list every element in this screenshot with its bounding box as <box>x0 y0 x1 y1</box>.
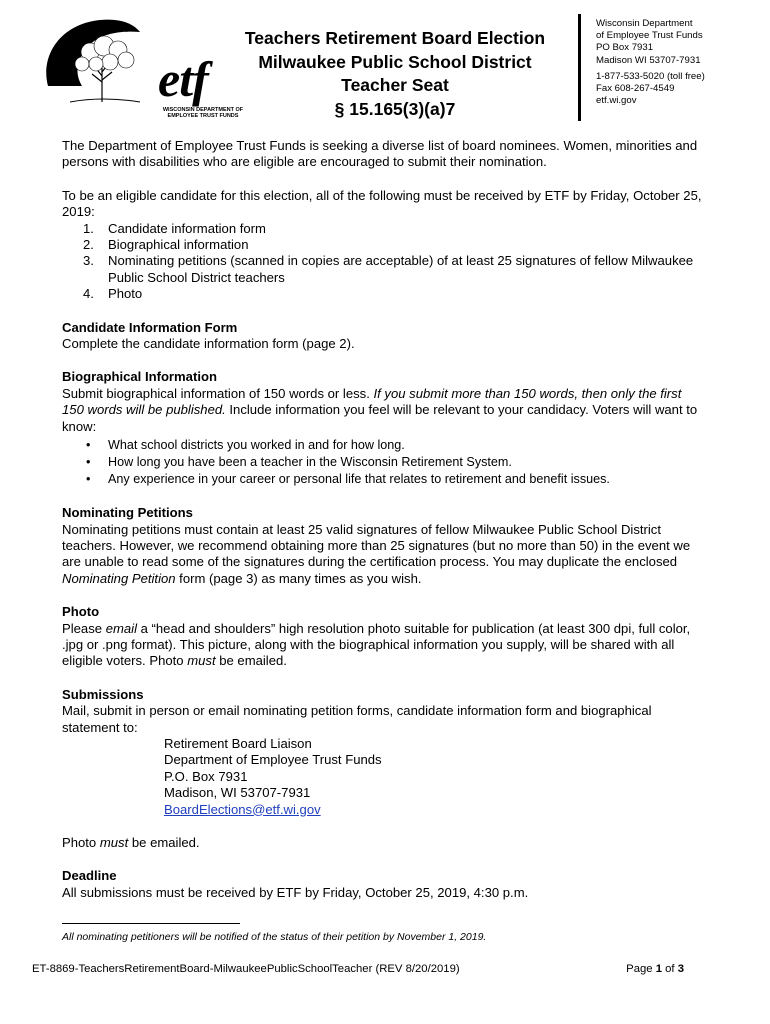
bio-heading: Biographical Information <box>62 369 217 385</box>
contact-line-3: PO Box 7931 <box>596 42 654 54</box>
bio-text: Submit biographical information of 150 words or less. If you submit more than 150 words, then only the first 150 words will be published. Include information you feel will be relevant to your candidacy. Voters will want to know: <box>62 385 698 434</box>
contact-phone: 1-877-533-5020 (toll free) <box>596 70 705 82</box>
list-item: 1. Candidate information form <box>83 220 266 236</box>
document-title <box>215 27 575 121</box>
title-line-4: § 15.165(3)(a)7 <box>334 98 456 119</box>
submissions-text: Mail, submit in person or email nominating petition forms, candidate information form and biographical statement to: <box>62 703 652 735</box>
submissions-heading: Submissions <box>62 686 144 702</box>
photo-email-note: Photo must be emailed. <box>62 835 200 850</box>
list-item: • What school districts you worked in and for how long. <box>86 438 405 453</box>
logo-subtitle: WISCONSIN DEPARTMENT OF EMPLOYEE TRUST FUNDS <box>162 107 244 119</box>
photo-heading: Photo <box>62 604 100 620</box>
logo-wordmark: etf <box>158 51 208 107</box>
mailing-address <box>62 736 702 818</box>
intro-paragraph: The Department of Employee Trust Funds is seeking a diverse list of board nominees. Women, minorities and persons with disabilities who are eligible are encouraged to submit their nomination. <box>62 138 698 170</box>
list-item: 3. Nominating petitions (scanned in copies are acceptable) of at least 25 signatures of fellow Milwaukee Public School District teachers <box>83 253 694 285</box>
eligibility-paragraph: To be an eligible candidate for this election, all of the following must be received by ETF by Friday, October 25, 2019: <box>62 187 702 220</box>
title-line-1: Teachers Retirement Board Election <box>244 28 546 48</box>
petitions-text: Nominating petitions must contain at least 25 valid signatures of fellow Milwaukee Public School District teachers. However, we recommend obtaining more than 25 signatures (but no more than 50) in the event we are unable to read some of the signatures during the certification process. You may duplicate the enclosed Nominating Petition form (page 3) as many times as you wish. <box>62 521 691 586</box>
address-line-4: Madison, WI 53707-7931 <box>164 785 311 801</box>
document-body <box>62 138 702 901</box>
email-link[interactable]: BoardElections@etf.wi.gov <box>164 801 321 817</box>
bio-bullet-list <box>62 437 702 488</box>
contact-block <box>596 18 766 107</box>
contact-website[interactable]: etf.wi.gov <box>596 95 637 107</box>
title-line-2: Milwaukee Public School District <box>258 51 532 72</box>
address-line-1: Retirement Board Liaison <box>164 735 312 751</box>
etf-logo <box>40 16 244 119</box>
petitions-heading: Nominating Petitions <box>62 505 193 521</box>
list-item: • How long you have been a teacher in the Wisconsin Retirement System. <box>86 455 512 470</box>
eligibility-list <box>62 221 702 303</box>
footnote: All nominating petitioners will be notified of the status of their petition by November 1, 2019. <box>62 931 487 943</box>
tree-icon <box>40 16 160 108</box>
contact-line-4: Madison WI 53707-7931 <box>596 54 701 66</box>
address-line-2: Department of Employee Trust Funds <box>164 752 382 768</box>
deadline-text: All submissions must be received by ETF by Friday, October 25, 2019, 4:30 p.m. <box>62 884 529 900</box>
photo-text: Please email a “head and shoulders” high resolution photo suitable for publication (at least 300 dpi, full color, .jpg or .png format). This picture, along with the biographical information you supply, will be shared with all eligible voters. Photo must be emailed. <box>62 620 691 669</box>
list-item: 4. Photo <box>83 286 143 302</box>
candidate-form-text: Complete the candidate information form (page 2). <box>62 336 355 352</box>
contact-fax: Fax 608-267-4549 <box>596 83 675 95</box>
page-number: Page 1 of 3 <box>626 963 684 975</box>
list-item: • Any experience in your career or personal life that relates to retirement and benefit issues. <box>86 472 610 487</box>
contact-line-1: Wisconsin Department <box>596 18 693 29</box>
candidate-form-heading: Candidate Information Form <box>62 319 238 335</box>
form-id: ET-8869-TeachersRetirementBoard-MilwaukeePublicSchoolTeacher (REV 8/20/2019) <box>32 963 460 975</box>
list-item: 2. Biographical information <box>83 237 249 253</box>
contact-line-2: of Employee Trust Funds <box>596 30 703 42</box>
header-divider <box>578 14 581 121</box>
title-line-3: Teacher Seat <box>341 75 449 95</box>
address-line-3: P.O. Box 7931 <box>164 768 248 784</box>
deadline-heading: Deadline <box>62 868 117 884</box>
footnote-divider <box>62 923 240 924</box>
